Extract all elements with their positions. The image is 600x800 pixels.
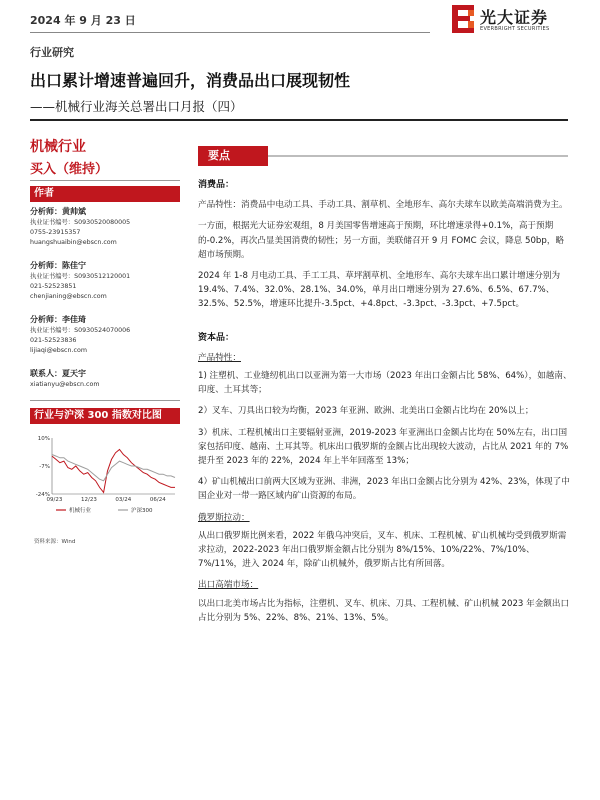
report-title: 出口累计增速普遍回升，消费品出口展现韧性 <box>30 71 351 90</box>
capital-subheading: 产品特性： <box>198 352 241 363</box>
list-item: 1) 注塑机、工业缝纫机出口以亚洲为第一大市场（2023 年出口金额占比 58%、64%），如越南、印度、土耳其等； <box>198 371 572 396</box>
contact-email: xiatianyu@ebscn.com <box>30 381 100 388</box>
analyst-name: 分析师：李佳琦 <box>30 315 86 324</box>
legend-label: 机械行业 <box>69 508 92 514</box>
analyst-cert: 执业证书编号：S0930512120001 <box>30 273 131 280</box>
x-tick-label: 09/23 <box>46 497 63 503</box>
key-points-label: 要点 <box>198 146 268 166</box>
main-body <box>198 178 572 632</box>
highend-heading: 出口高端市场： <box>198 580 259 591</box>
paragraph: 产品特性：消费品中电动工具、手动工具、割草机、全地形车、高尔夫球车以欧美高端消费为主。 <box>198 200 568 211</box>
consumer-heading: 消费品： <box>198 180 235 190</box>
logo-text-en: EVERBRIGHT SECURITIES <box>480 26 550 32</box>
russia-heading: 俄罗斯拉动： <box>198 512 250 523</box>
report-date: 2024 年 9 月 23 日 <box>30 14 136 27</box>
sector-name: 机械行业 <box>30 139 86 155</box>
list-item: 3）机床、工程机械出口主要辐射亚洲，2019-2023 年亚洲出口金额占比均在 50%左右，出口国家包括印度、越南、土耳其等。机床出口俄罗斯的金额占比出现较大波动，占比从 2021 年的 7%提升至 2023 年的 22%，2024 年上半年回落至 13%； <box>198 427 569 467</box>
paragraph: 2024 年 1-8 月电动工具、手工工具、草坪割草机、全地形车、高尔夫球车出口累计增速分别为 19.4%、7.4%、32.0%、28.1%、34.0%，单月出口增速分别为 27.6%、6.5%、67.7%、32.5%、52.5%，增速环比提升-3.5pct、+4.8pct、-3.3pct、-3.3pct、+7.5pct。 <box>198 271 561 310</box>
paragraph: 从出口俄罗斯比例来看，2022 年俄乌冲突后，叉车、机床、工程机械、矿山机械均受到俄罗斯需求拉动，2022-2023 年出口俄罗斯金额占比分别为 8%/15%、10%/22%、7%/10%、7%/11%，进入 2024 年，除矿山机械外，俄罗斯占比有所回落。 <box>198 530 567 570</box>
analyst-name: 分析师：陈佳宁 <box>30 261 86 270</box>
y-tick-label: 10% <box>37 436 50 442</box>
chart-title: 行业与沪深 300 指数对比图 <box>30 408 180 424</box>
sidebar-divider <box>30 180 180 181</box>
analyst-card <box>30 260 185 303</box>
key-points-rule <box>268 155 568 157</box>
logo-text-cn: 光大证券 <box>480 8 549 27</box>
analyst-phone: 021-52523836 <box>30 337 77 345</box>
analyst-email: chenjianing@ebscn.com <box>30 293 107 301</box>
contact-card <box>30 368 185 390</box>
list-item: 4）矿山机械出口前两大区域为亚洲、非洲，2023 年出口金额占比分别为 42%、23%，体现了中国企业对一带一路区域内矿山资源的布局。 <box>198 477 570 502</box>
capital-heading: 资本品： <box>198 332 235 343</box>
index-comparison-chart <box>30 430 180 520</box>
report-subtitle: ——机械行业海关总署出口月报（四） <box>30 99 243 114</box>
analyst-email: lijiaqi@ebscn.com <box>30 347 87 355</box>
y-tick-label: -24% <box>35 492 50 498</box>
x-tick-label: 03/24 <box>115 497 132 503</box>
title-divider <box>30 119 568 121</box>
x-tick-label: 06/24 <box>149 497 166 503</box>
x-tick-label: 12/23 <box>80 497 97 503</box>
key-points-header <box>198 146 568 166</box>
authors-header: 作者 <box>30 186 180 202</box>
paragraph: 以出口北美市场占比为指标，注塑机、叉车、机床、刀具、工程机械、矿山机械 2023 年金额出口占比分别为 5%、22%、8%、21%、13%、5%。 <box>198 598 570 623</box>
series-line <box>52 455 175 481</box>
list-item: 2）叉车、刀具出口较为均衡，2023 年亚洲、欧洲、北美出口金额占比均在 20%以上； <box>198 406 534 417</box>
analyst-email: huangshuaibin@ebscn.com <box>30 239 117 247</box>
report-category: 行业研究 <box>30 46 74 59</box>
analyst-name: 分析师：黄帅斌 <box>30 207 86 216</box>
series-line <box>52 450 175 493</box>
company-logo <box>452 5 584 35</box>
paragraph: 一方面，根据光大证券宏观组，8 月美国零售增速高于预期，环比增速录得+0.1%，高于预期的-0.2%，再次凸显美国消费的韧性；另一方面，美联储召开 9 月 FOMC 会议，降息 50bp，略超市场预期。 <box>198 221 565 260</box>
rating: 买入（维持） <box>30 162 109 177</box>
logo-mark-icon <box>452 5 474 33</box>
header-divider <box>30 32 430 33</box>
analyst-card <box>30 314 185 357</box>
analyst-phone: 021-52523851 <box>30 283 77 291</box>
analyst-cert: 执业证书编号：S0930520080005 <box>30 219 131 226</box>
analyst-cert: 执业证书编号：S0930524070006 <box>30 327 131 334</box>
sidebar-divider <box>30 400 180 401</box>
analyst-card <box>30 206 185 249</box>
legend-label: 沪深300 <box>131 508 153 514</box>
contact-name: 联系人：夏天宇 <box>30 369 86 378</box>
chart-source: 资料来源：Wind <box>34 539 76 545</box>
y-tick-label: -7% <box>39 464 50 470</box>
analyst-phone: 0755-23915357 <box>30 229 81 237</box>
